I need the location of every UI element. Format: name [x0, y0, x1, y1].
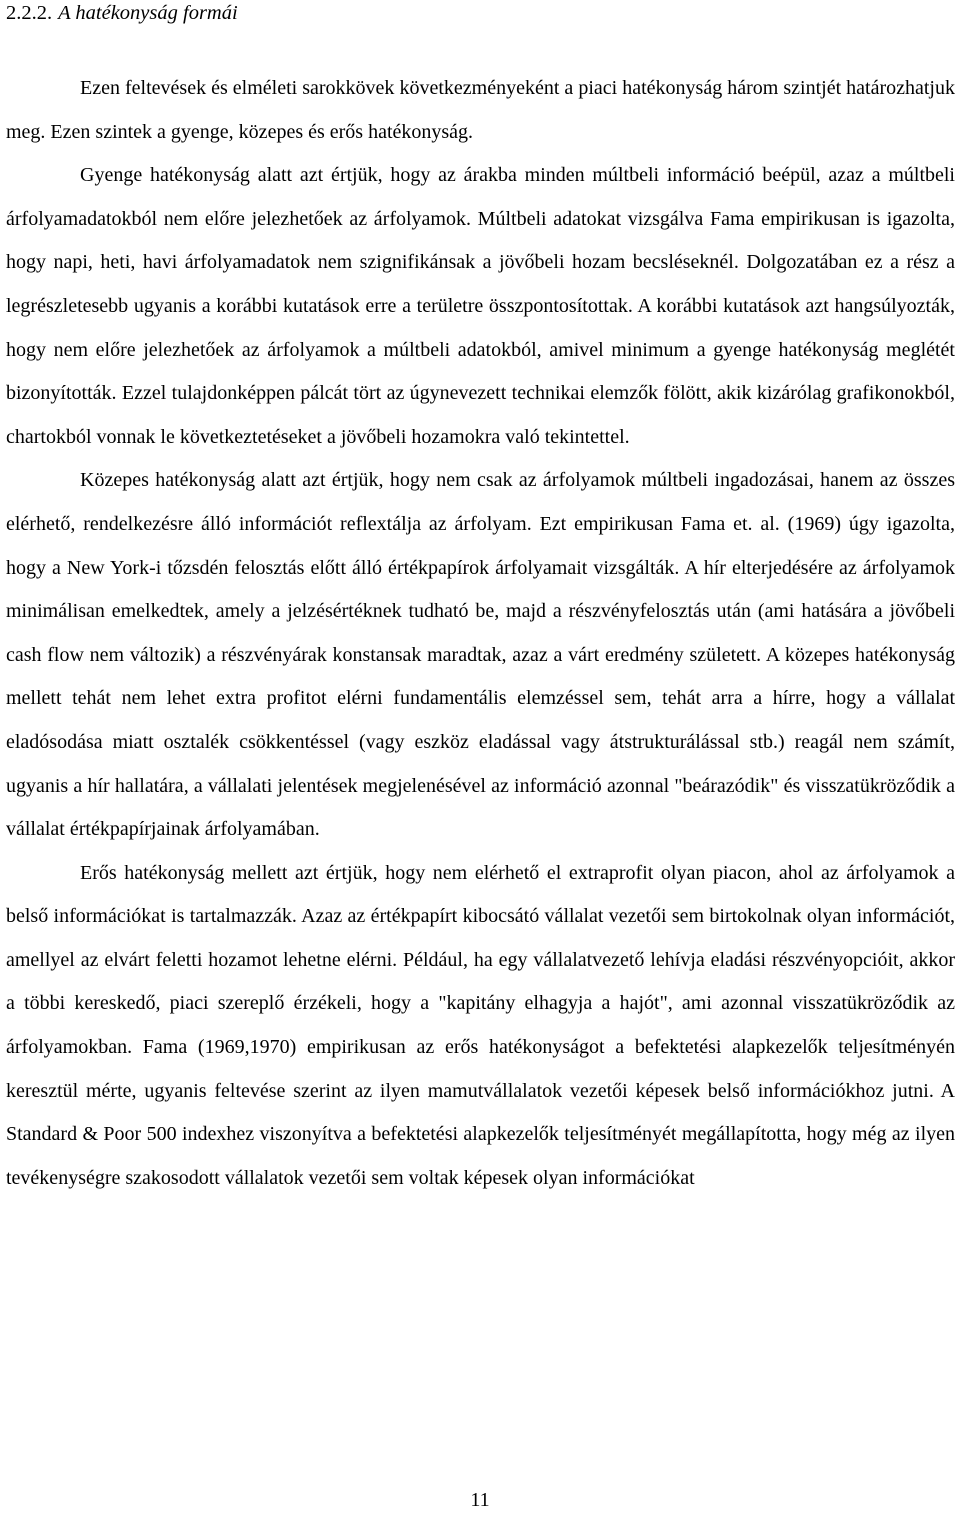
paragraph-strong-efficiency: Erős hatékonyság mellett azt értjük, hogy nem elérhető el extraprofit olyan piacon, ahol az árfolyamok a belső információkat is tartalmazzák. Azaz az értékpapírt kibocsátó vállalat vezetői sem birtokolnak olyan információt, amellyel az elvárt feletti hozamot lehetne elérni. Például, ha egy vállalatvezető lehívja eladási részvényopcióit, akkor a többi kereskedő, piaci szereplő érzékeli, hogy a "kapitány elhagyja a hajót", ami azonnal visszatükröződik az árfolyamokban. Fama (1969,1970) empirikusan az erős hatékonyságot a befektetési alapkezelők teljesítményén keresztül mérte, ugyanis feltevése szerint az ilyen mamutvállalatok vezetői képesek belső információkhoz jutni. A Standard & Poor 500 indexhez viszonyítva a befektetési alapkezelők teljesítményét megállapította, hogy még az ilyen tevékenységre szakosodott vállalatok vezetői sem voltak képesek olyan információkat	[6, 861, 955, 1189]
section-title: A hatékonyság formái	[58, 2, 238, 24]
section-number: 2.2.2.	[6, 2, 53, 24]
paragraph-semi-strong-efficiency: Közepes hatékonyság alatt azt értjük, hogy nem csak az árfolyamok múltbeli ingadozásai, hanem az összes elérhető, rendelkezésre álló információt reflextálja az árfolyam. Ezt empirikusan Fama et. al. (1969) úgy igazolta, hogy a New York-i tőzsdén felosztás előtt álló értékpapírok árfolyamait vizsgálták. A hír elterjedésére az árfolyamok minimálisan emelkedtek, amely a jelzésértéknek tudható be, majd a részvényfelosztás után (ami hatására a jövőbeli cash flow nem változik) a részvényárak konstansak maradtak, azaz a várt eredmény született. A közepes hatékonyság mellett tehát nem lehet extra profitot elérni fundamentális elemzéssel sem, tehát arra a hírre, hogy a vállalat eladósodása miatt osztalék csökkentéssel (vagy eszköz eladással vagy átstrukturálással stb.) reagál nem számít, ugyanis a hír hallatára, a vállalati jelentések megjelenésével az információ azonnal "beárazódik" és visszatükröződik a vállalat értékpapírjainak árfolyamában.	[6, 469, 955, 841]
page-number: 11	[470, 1489, 490, 1511]
paragraph-weak-efficiency: Gyenge hatékonyság alatt azt értjük, hogy az árakba minden múltbeli információ beépül, azaz a múltbeli árfolyamadatokból nem előre jelezhetőek az árfolyamok. Múltbeli adatokat vizsgálva Fama empirikusan is igazolta, hogy napi, heti, havi árfolyamadatok nem szignifikánsak a jövőbeli hozam becsléseknél. Dolgozatában ez a rész a legrészletesebb ugyanis a korábbi kutatások erre a területre összpontosítottak. A korábbi kutatások azt hangsúlyozták, hogy nem előre jelezhetőek az árfolyamok a múltbeli adatokból, amivel minimum a gyenge hatékonyság meglétét bizonyították. Ezzel tulajdonképpen pálcát tört az úgynevezett technikai elemzők fölött, akik kizárólag grafikonokból, chartokból vonnak le következtetéseket a jövőbeli hozamokra való tekintettel.	[6, 164, 955, 448]
body-text	[6, 67, 955, 1200]
section-heading	[6, 0, 238, 26]
paragraph-levels-intro: Ezen feltevések és elméleti sarokkövek következményeként a piaci hatékonyság három szintjét határozhatjuk meg. Ezen szintek a gyenge, közepes és erős hatékonyság.	[6, 77, 955, 143]
